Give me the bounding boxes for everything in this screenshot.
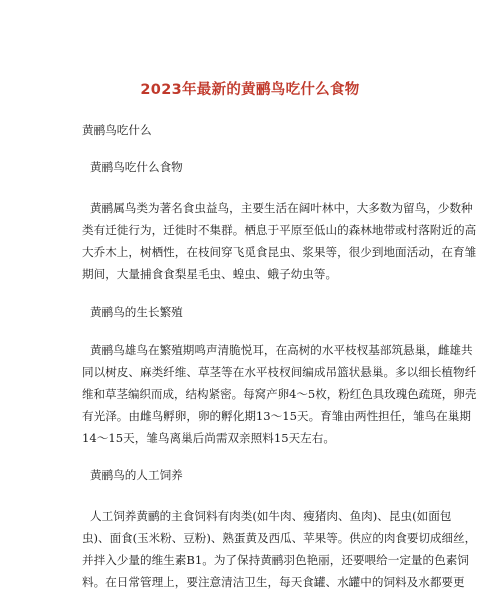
section-1-line-3: 大乔木上，树栖性，在枝间穿飞觅食昆虫、浆果等，很少到地面活动，在育雏 <box>82 245 477 259</box>
section-2-line-5: 14～15天，雏鸟离巢后尚需双亲照料15天左右。 <box>82 431 335 445</box>
section-2-line-1: 黄鹂鸟雄鸟在繁殖期鸣声清脆悦耳，在高树的水平枝杈基部筑悬巢，雌雄共 <box>90 343 473 357</box>
section-2-line-3: 维和草茎编织而成，结构紧密。每窝产卵4～5枚，粉红色具玫瑰色疏斑，卵壳 <box>82 387 477 401</box>
section-1-line-2: 类有迁徙行为，迁徙时不集群。栖息于平原至低山的森林地带或村落附近的高 <box>82 223 477 237</box>
section-1-subheading: 黄鹂鸟吃什么食物 <box>90 160 183 174</box>
section-1-line-4: 期间，大量捕食食梨星毛虫、蝗虫、蛾子幼虫等。 <box>82 267 338 281</box>
section-3-line-2: 虫)、面食(玉米粉、豆粉)、熟蛋黄及西瓜、苹果等。供应的肉食要切成细丝， <box>82 531 477 545</box>
section-3-line-4: 料。在日常管理上，要注意清洁卫生，每天食罐、水罐中的饲料及水都要更 <box>82 575 465 589</box>
section-3-line-3: 并拌入少量的维生素B1。为了保持黄鹂羽色艳丽，还要喂给一定量的色素饲 <box>82 553 469 567</box>
main-heading: 黄鹂鸟吃什么 <box>82 123 152 137</box>
section-2-line-4: 有光泽。由雌鸟孵卵，卵的孵化期13～15天。育雏由两性担任，雏鸟在巢期 <box>82 409 471 423</box>
section-3-subheading: 黄鹂鸟的人工饲养 <box>90 468 183 482</box>
document-title: 2023年最新的黄鹂鸟吃什么食物 <box>140 82 360 98</box>
section-3-line-1: 人工饲养黄鹂的主食饲料有肉类(如牛肉、瘦猪肉、鱼肉)、昆虫(如面包 <box>90 509 452 523</box>
section-2-subheading: 黄鹂鸟的生长繁殖 <box>90 305 183 319</box>
section-2-line-2: 同以树皮、麻类纤维、草茎等在水平枝杈间编成吊篮状悬巢。多以细长植物纤 <box>82 365 477 379</box>
section-1-line-1: 黄鹂属鸟类为著名食虫益鸟，主要生活在阔叶林中，大多数为留鸟，少数种 <box>90 201 473 215</box>
